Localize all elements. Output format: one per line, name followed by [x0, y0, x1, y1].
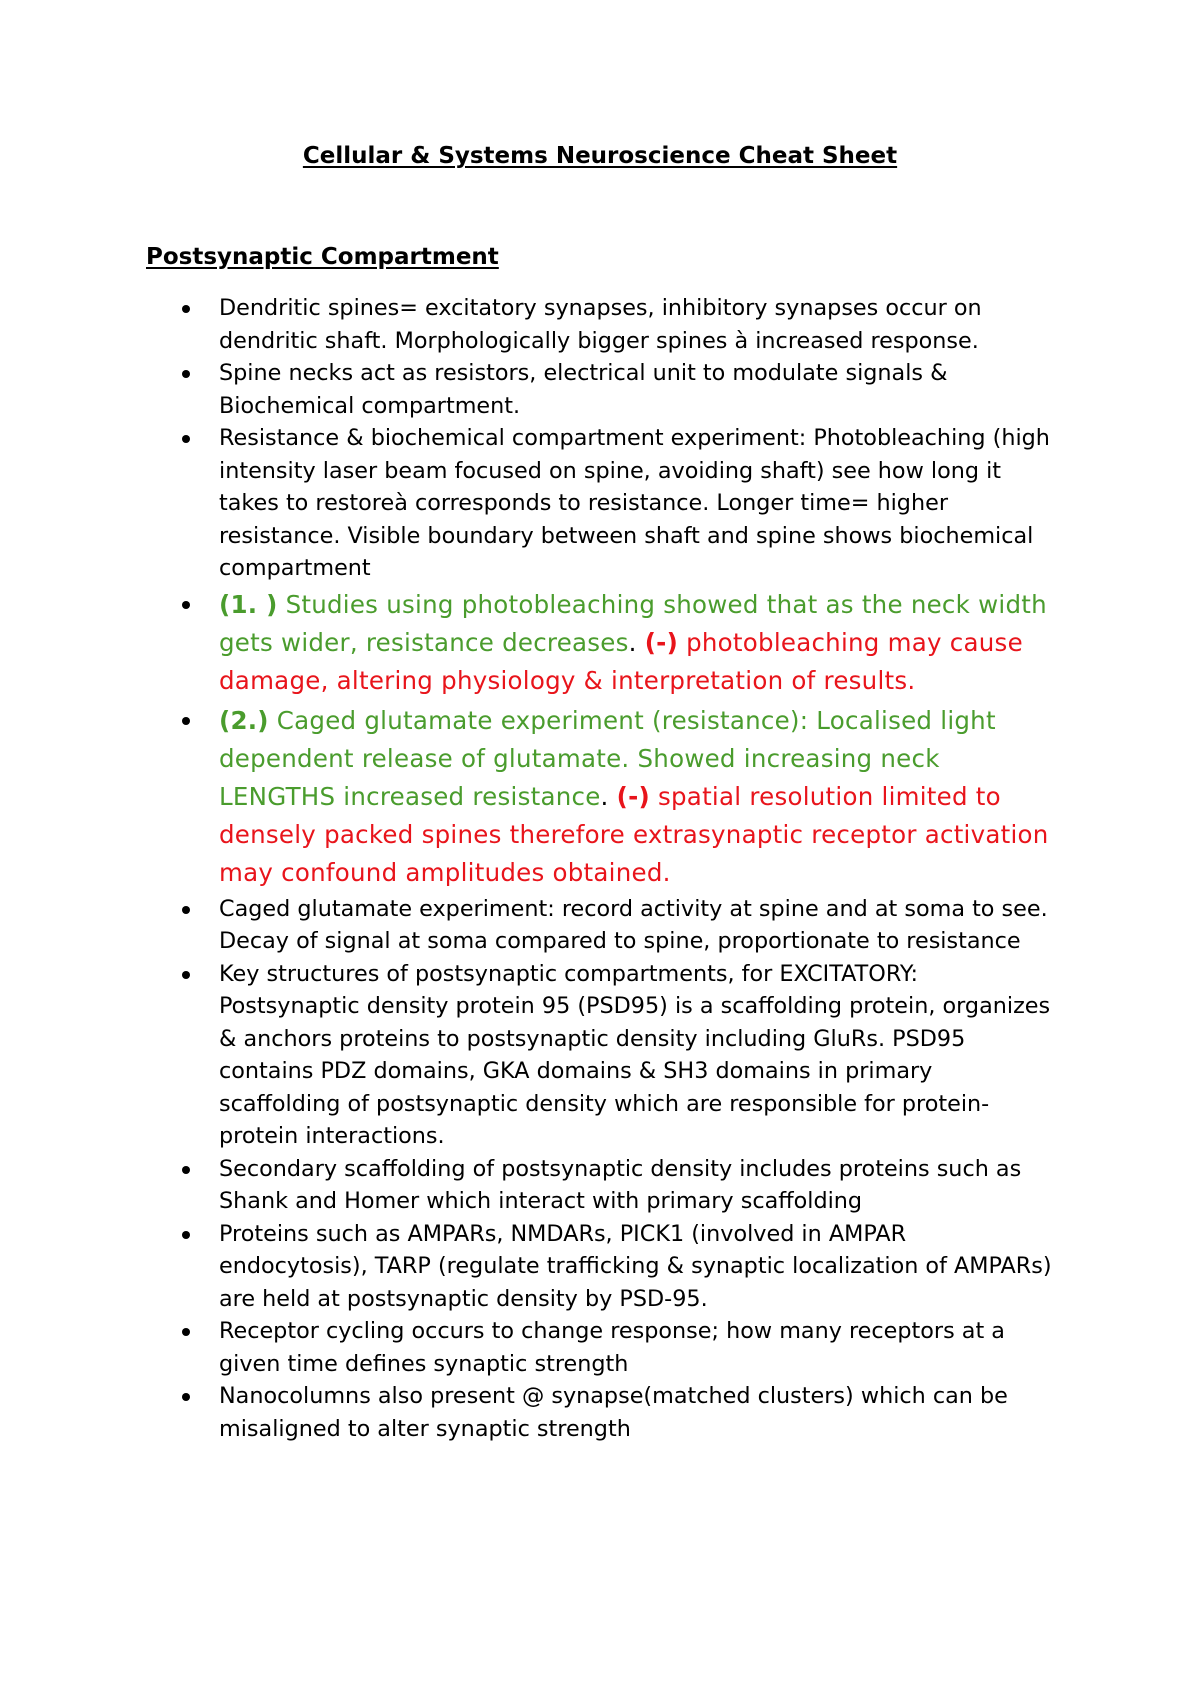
limitation-text: spatial resolution limited to densely packed spines therefore extrasynaptic receptor activation may confound amplitudes obtained. [219, 781, 1049, 887]
limitation-text: photobleaching may cause damage, altering physiology & interpretation of results. [219, 627, 1023, 695]
list-item-text: Caged glutamate experiment: record activity at spine and at soma to see. Decay of signal at soma compared to spine, proportionate to resistance [219, 895, 1048, 954]
page-title: Cellular & Systems Neuroscience Cheat Sheet [302, 143, 898, 169]
bullet-icon [182, 305, 190, 313]
list-item-text: Proteins such as AMPARs, NMDARs, PICK1 (involved in AMPAR endocytosis), TARP (regulate trafficking & synaptic localization of AMPARs) are held at postsynaptic density by PSD-95. [219, 1220, 1052, 1312]
finding-separator: . [628, 627, 645, 657]
list-item [0, 958, 1200, 1153]
finding-number: (2.) [219, 705, 269, 735]
list-item-text: Key structures of postsynaptic compartments, for EXCITATORY: Postsynaptic density protein 95 (PSD95) is a scaffolding protein, organizes & anchors proteins to postsynaptic density including GluRs. PSD95 contains PDZ domains, GKA domains & SH3 domains in primary scaffolding of postsynaptic density which are responsible for protein-protein interactions. [219, 960, 1051, 1149]
list-item-text: Dendritic spines= excitatory synapses, inhibitory synapses occur on dendritic shaft. Morphologically bigger spines à increased response. [219, 295, 982, 354]
limitation-marker: (-) [616, 781, 650, 811]
list-item-text: Resistance & biochemical compartment experiment: Photobleaching (high intensity laser beam focused on spine, avoiding shaft) see how long it takes to restoreà corresponds to resistance. Longer time= higher resistance. Visible boundary between shaft and spine shows biochemical compartment [219, 425, 1050, 581]
list-item [0, 357, 1200, 422]
finding-number: (1. ) [219, 589, 278, 619]
finding-text: Caged glutamate experiment (resistance): Localised light dependent release of glutamate. Showed increasing neck LENGTHS increased resistance [219, 705, 996, 811]
bullet-icon [182, 1328, 190, 1336]
bullet-icon [182, 1393, 190, 1401]
list-item [0, 1218, 1200, 1316]
section-heading: Postsynaptic Compartment [146, 244, 499, 270]
list-item [0, 1380, 1200, 1445]
bullet-list [0, 292, 1200, 1445]
list-item-finding-2 [0, 701, 1200, 893]
list-item [0, 1153, 1200, 1218]
bullet-icon [182, 1231, 190, 1239]
bullet-icon [182, 971, 190, 979]
list-item-text: Nanocolumns also present @ synapse(matched clusters) which can be misaligned to alter synaptic strength [219, 1383, 1008, 1442]
finding-separator: . [600, 781, 617, 811]
list-item [0, 893, 1200, 958]
list-item-text: Secondary scaffolding of postsynaptic density includes proteins such as Shank and Homer which interact with primary scaffolding [219, 1155, 1022, 1214]
bullet-icon [182, 906, 190, 914]
list-item [0, 1315, 1200, 1380]
list-item [0, 292, 1200, 357]
bullet-icon [182, 435, 190, 443]
finding-text: Studies using photobleaching showed that as the neck width gets wider, resistance decreases [219, 589, 1047, 657]
list-item-text: Receptor cycling occurs to change response; how many receptors at a given time defines synaptic strength [219, 1318, 1005, 1377]
bullet-icon [182, 601, 190, 609]
list-item [0, 422, 1200, 585]
limitation-marker: (-) [644, 627, 679, 657]
list-item-text: Spine necks act as resistors, electrical unit to modulate signals & Biochemical compartment. [219, 360, 948, 419]
list-item-finding-1 [0, 585, 1200, 701]
bullet-icon [182, 1166, 190, 1174]
bullet-icon [182, 370, 190, 378]
bullet-icon [182, 717, 190, 725]
